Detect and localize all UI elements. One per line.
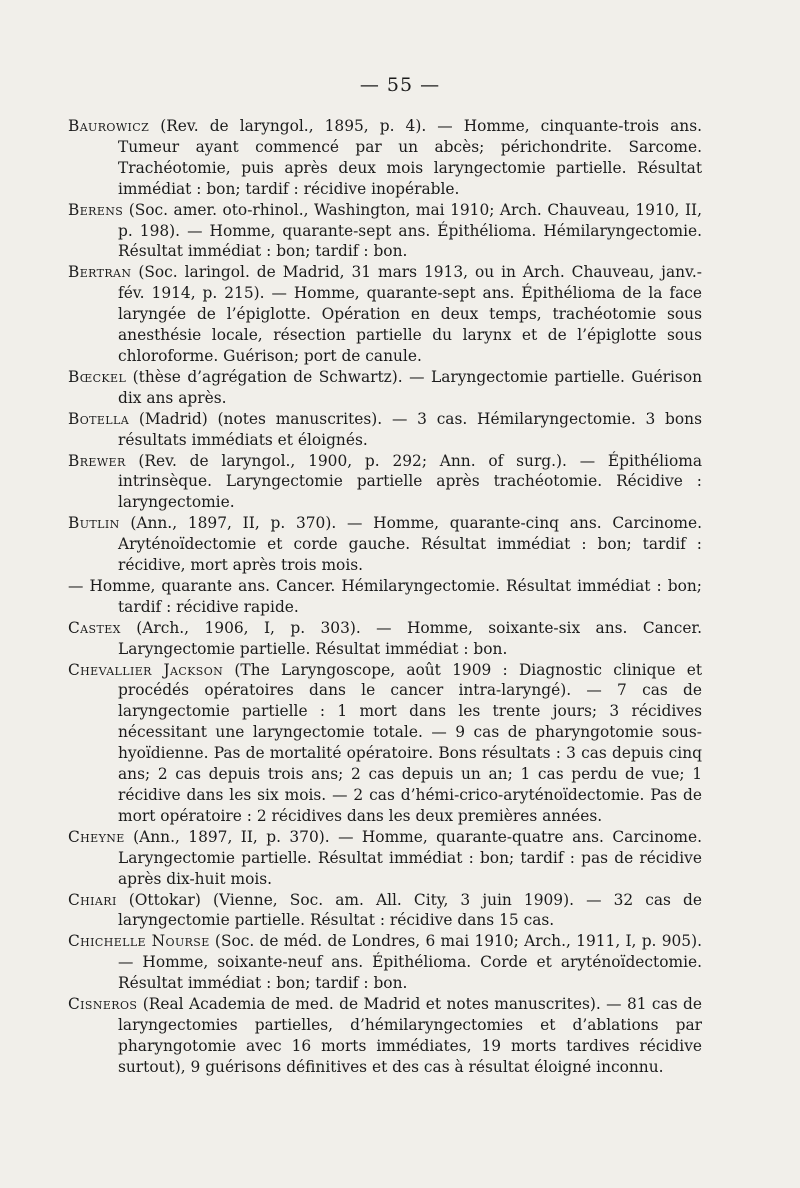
entry-text: (Madrid) (notes manuscrites). — 3 cas. Hémilaryngectomie. 3 bons résultats immédiats et éloignés. xyxy=(118,409,702,449)
author-name: Butlin xyxy=(68,514,120,533)
author-name: Berens xyxy=(68,200,124,219)
bibliography-entry xyxy=(68,660,702,827)
author-name: Cisneros xyxy=(68,995,138,1014)
bibliography-entry xyxy=(68,576,702,618)
bibliography-list xyxy=(68,116,702,1078)
bibliography-entry xyxy=(68,827,702,890)
entry-text: (Soc. de méd. de Londres, 6 mai 1910; Arch., 1911, I, p. 905). — Homme, soixante-neuf ans. Épithélioma. Corde et aryténoïdectomie. Résultat immédiat : bon; tardif : bon. xyxy=(118,932,702,993)
bibliography-entry xyxy=(68,409,702,451)
author-name: Castex xyxy=(68,618,121,637)
author-name: Baurowicz xyxy=(68,117,150,135)
page-number: — 55 — xyxy=(359,74,441,96)
author-name: Botella xyxy=(68,409,130,428)
entry-text: (thèse d’agrégation de Schwartz). — Laryngectomie partielle. Guérison dix ans après. xyxy=(118,367,702,407)
bibliography-entry xyxy=(68,200,702,263)
author-name: Cheyne xyxy=(68,827,125,846)
entry-text: (Soc. amer. oto-rhinol., Washington, mai 1910; Arch. Chauveau, 1910, II, p. 198). — Homme, quarante-sept ans. Épithélioma. Hémilaryngectomie. Résultat immédiat : bon; tardif : bon. xyxy=(118,200,702,261)
bibliography-entry xyxy=(68,618,702,660)
entry-text: (Ann., 1897, II, p. 370). — Homme, quarante-quatre ans. Carcinome. Laryngectomie partielle. Résultat immédiat : bon; tardif : pas de récidive après dix-huit mois. xyxy=(118,827,702,888)
bibliography-entry xyxy=(68,890,702,932)
bibliography-entry xyxy=(68,262,702,367)
entry-text: — Homme, quarante ans. Cancer. Hémilaryngectomie. Résultat immédiat : bon; tardif : récidive rapide. xyxy=(68,576,702,616)
author-name: Bertran xyxy=(68,263,132,282)
bibliography-entry xyxy=(68,513,702,576)
entry-text: (Ottokar) (Vienne, Soc. am. All. City, 3 juin 1909). — 32 cas de laryngectomie partielle. Résultat : récidive dans 15 cas. xyxy=(116,890,702,930)
entry-text: (Arch., 1906, I, p. 303). — Homme, soixante-six ans. Cancer. Laryngectomie partielle. Résultat immédiat : bon. xyxy=(118,618,702,658)
entry-text: (Soc. laringol. de Madrid, 31 mars 1913, ou in Arch. Chauveau, janv.-fév. 1914, p. 215). — Homme, quarante-sept ans. Épithélioma de la face laryngée de l’épiglotte. Opération en deux temps, trachéotomie sous anesthésie locale, résection partielle du larynx et de l’épiglotte sous chloroforme. Guérison; port de canule. xyxy=(118,263,702,365)
bibliography-entry xyxy=(68,931,702,994)
entry-text: (Rev. de laryngol., 1900, p. 292; Ann. of surg.). — Épithélioma intrinsèque. Laryngectomie partielle après trachéotomie. Récidive : laryngectomie. xyxy=(118,451,702,512)
bibliography-entry xyxy=(68,994,702,1078)
entry-text: (Rev. de laryngol., 1895, p. 4). — Homme, cinquante-trois ans. Tumeur ayant commencé par un abcès; périchondrite. Sarcome. Trachéotomie, puis après deux mois laryngectomie partielle. Résultat immédiat : bon; tardif : récidive inopérable. xyxy=(118,117,702,198)
bibliography-entry xyxy=(68,367,702,409)
entry-text: (Real Academia de med. de Madrid et notes manuscrites). — 81 cas de laryngectomies partielles, d’hémilaryngectomies et d’ablations par pharyngotomie avec 16 morts immédiates, 19 morts tardives récidive surtout), 9 guérisons définitives et des cas à résultat éloigné inconnu. xyxy=(118,995,702,1076)
author-name: Chevallier Jackson xyxy=(68,660,224,679)
author-name: Brewer xyxy=(68,451,126,470)
bibliography-entry xyxy=(68,116,702,200)
author-name: Chiari xyxy=(68,890,117,909)
bibliography-entry xyxy=(68,451,702,514)
entry-text: (The Laryngoscope, août 1909 : Diagnostic clinique et procédés opératoires dans le cancer intra-laryngé). — 7 cas de laryngectomie partielle : 1 mort dans les trente jours; 3 récidives nécessitant une laryngectomie totale. — 9 cas de pharyngotomie sous-hyoïdienne. Pas de mortalité opératoire. Bons résultats : 3 cas depuis cinq ans; 2 cas depuis trois ans; 2 cas depuis un an; 1 cas perdu de vue; 1 récidive dans les six mois. — 2 cas d’hémi-crico-aryténoïdectomie. Pas de mort opératoire : 2 récidives dans les deux premières années. xyxy=(118,660,702,825)
author-name: Bœckel xyxy=(68,367,127,386)
author-name: Chichelle Nourse xyxy=(68,932,210,951)
entry-text: (Ann., 1897, II, p. 370). — Homme, quarante-cinq ans. Carcinome. Aryténoïdectomie et corde gauche. Résultat immédiat : bon; tardif : récidive, mort après trois mois. xyxy=(118,514,702,575)
